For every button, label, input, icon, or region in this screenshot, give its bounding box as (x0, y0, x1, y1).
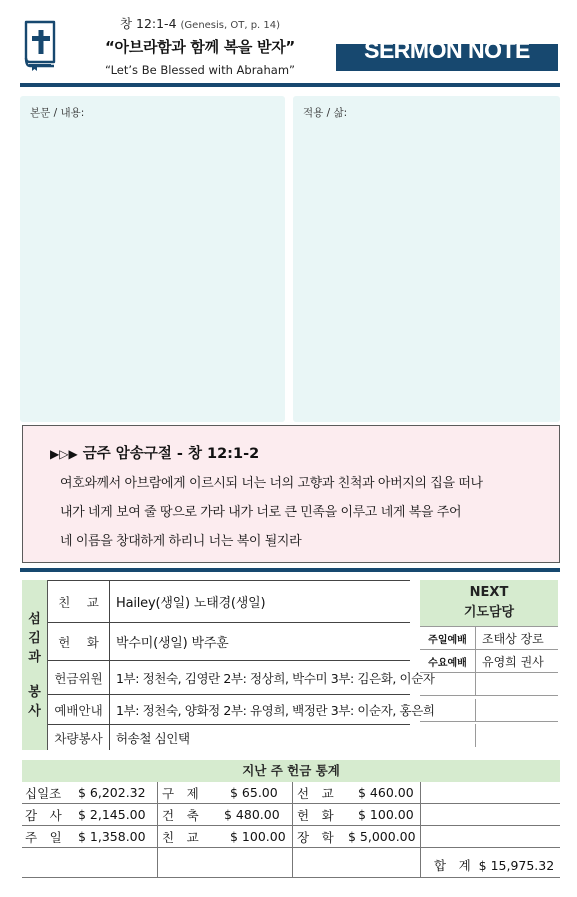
side-char: 김 (28, 630, 41, 646)
offering-amount: $ 2,145.00 (78, 807, 146, 822)
bible-cross-icon (20, 18, 62, 72)
service-names: 허송철 심인택 (116, 730, 190, 746)
scripture-ref-main: 창 12:1-4 (119, 16, 177, 31)
service-row (48, 725, 410, 750)
offering-label: 건 축 (162, 807, 199, 823)
offering-label: 구 제 (162, 785, 199, 801)
scripture-ref-detail: (Genesis, OT, p. 14) (180, 20, 281, 31)
service-row (48, 581, 410, 623)
service-names: 1부: 정천숙, 양화정 2부: 유영희, 백정란 3부: 이순자, 홍은희 (116, 702, 435, 718)
service-role: 친 교 (48, 581, 110, 622)
prayer-service (420, 673, 476, 695)
service-role: 헌 화 (48, 623, 110, 660)
memory-verse-box (22, 425, 560, 563)
offering-stats-header: 지난 주 헌금 통계 (22, 760, 560, 782)
offering-label: 감 사 (25, 807, 62, 823)
offering-label: 장 학 (297, 829, 334, 845)
notes-content-area[interactable] (20, 96, 285, 422)
notes-content-label: 본문 / 내용: (30, 107, 85, 119)
sermon-header (60, 14, 340, 77)
total-label: 합 계 (434, 858, 471, 873)
memory-verse-title (50, 442, 259, 463)
next-prayer-row (420, 699, 558, 722)
notes-application-label: 적용 / 삶: (303, 107, 348, 119)
memory-verse-line: 여호와께서 아브람에게 이르시되 너는 너의 고향과 친척과 아버지의 집을 떠나 (60, 476, 483, 491)
next-prayer-row (420, 724, 558, 747)
service-row (48, 661, 435, 695)
service-names: 1부: 정천숙, 김영란 2부: 정상희, 박수미 3부: 김은화, 이순자 (116, 670, 435, 686)
offering-amount: $ 460.00 (358, 785, 414, 800)
service-row (48, 623, 410, 661)
offering-row (22, 826, 560, 848)
next-prayer-title: NEXT (469, 585, 509, 600)
notes-application-area[interactable] (293, 96, 560, 422)
next-prayer-row (420, 650, 558, 673)
offering-label: 주 일 (25, 829, 62, 845)
next-prayer-subtitle: 기도담당 (463, 605, 515, 620)
prayer-service (420, 724, 476, 747)
next-prayer-row (420, 673, 558, 696)
prayer-service (420, 699, 476, 721)
offering-label: 헌 화 (297, 807, 334, 823)
prayer-service: 주일예배 (420, 627, 476, 649)
next-prayer-header (420, 580, 558, 626)
side-char: 사 (28, 703, 41, 719)
sermon-note-banner (336, 37, 558, 71)
memory-verse-line: 내가 네게 보여 줄 땅으로 가라 내가 너로 큰 민족을 이루고 네게 복을 주어 (60, 505, 462, 520)
prayer-service: 수요예배 (420, 650, 476, 672)
total-amount: $ 15,975.32 (478, 858, 555, 873)
offering-amount: $ 480.00 (224, 807, 280, 822)
offering-amount: $ 6,202.32 (78, 785, 146, 800)
offering-amount: $ 65.00 (230, 785, 278, 800)
prayer-leader: 유영희 권사 (482, 654, 544, 669)
service-role: 예배안내 (48, 695, 110, 724)
section-divider (20, 568, 560, 572)
offering-amount: $ 100.00 (230, 829, 286, 844)
offering-label: 친 교 (162, 829, 199, 845)
side-char: 과 (28, 649, 41, 665)
sermon-title-english: “Let’s Be Blessed with Abraham” (105, 63, 295, 77)
service-names: 박수미(생일) 박주훈 (116, 636, 229, 651)
next-prayer-row (420, 627, 558, 650)
side-char: 봉 (28, 684, 41, 700)
offering-label: 십일조 (25, 785, 62, 801)
scripture-reference (60, 14, 340, 32)
service-role: 차량봉사 (48, 725, 110, 750)
offering-row (22, 804, 560, 826)
sermon-title-korean: “아브라함과 함께 복을 받자” (105, 38, 295, 56)
offering-total (434, 856, 554, 874)
offering-label: 선 교 (297, 785, 334, 801)
offering-amount: $ 1,358.00 (78, 829, 146, 844)
service-row (48, 695, 435, 725)
triangle-marker-icon: ▶▷▶ (50, 447, 78, 461)
prayer-leader: 조태상 장로 (482, 631, 544, 646)
header-divider (20, 83, 560, 87)
offering-amount: $ 5,000.00 (348, 829, 416, 844)
sermon-note-banner-text: SERMON NOTE (364, 37, 530, 63)
memory-verse-heading: 금주 암송구절 - 창 12:1-2 (82, 446, 260, 462)
memory-verse-line: 네 이름을 창대하게 하리니 너는 복이 될지라 (60, 534, 302, 549)
service-names: Hailey(생일) 노태경(생일) (116, 596, 266, 611)
service-role: 헌금위원 (48, 661, 110, 694)
service-side-label (22, 580, 48, 750)
offering-row (22, 782, 560, 804)
side-char: 섬 (28, 611, 41, 627)
offering-amount: $ 100.00 (358, 807, 414, 822)
